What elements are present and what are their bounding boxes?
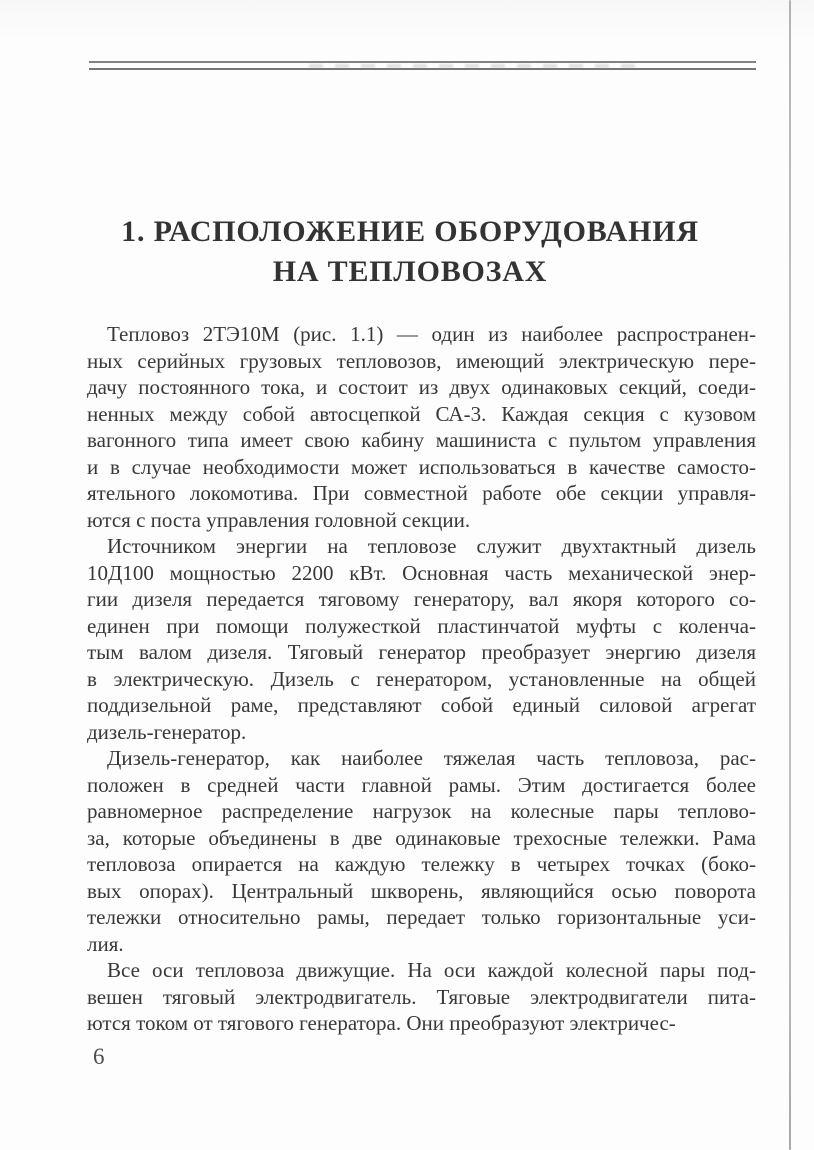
text-line: лия. xyxy=(87,931,124,956)
text-line: тепловоза опирается на каждую тележку в четырех точках (боко- xyxy=(87,852,756,876)
text-line: Дизель-генератор, как наиболее тяжелая часть тепловоза, рас- xyxy=(107,746,756,770)
header-double-rule xyxy=(89,61,756,70)
text-line: ются с поста управления головной секции. xyxy=(87,507,471,532)
text-line: Источником энергии на тепловозе служит двухтактный дизель xyxy=(107,534,756,558)
chapter-title-line1: 1. РАСПОЛОЖЕНИЕ ОБОРУДОВАНИЯ xyxy=(121,215,699,248)
text-line: положен в средней части главной рамы. Этим достигается более xyxy=(87,772,756,797)
text-line: за, которые объединены в две одинаковые трехосные тележки. Рама xyxy=(87,825,756,850)
chapter-title xyxy=(60,212,760,292)
text-line: равномерное распределение нагрузок на колесные пары теплово- xyxy=(87,799,756,823)
text-line: ных серийных грузовых тепловозов, имеющий электрическую пере- xyxy=(87,348,756,373)
text-line: ятельного локомотива. При совместной работе обе секции управля- xyxy=(87,481,756,505)
text-line: Все оси тепловоза движущие. На оси каждой колесной пары под- xyxy=(107,958,756,982)
paragraph xyxy=(87,533,756,745)
text-line: ненных между собой автосцепкой СА-3. Каждая секция с кузовом xyxy=(87,401,756,426)
text-line: Тепловоз 2ТЭ10М (рис. 1.1) — один из наиболее распространен- xyxy=(107,322,756,346)
text-line: единен при помощи полужесткой пластинчатой муфты с коленча- xyxy=(87,613,756,638)
text-line: дачу постоянного тока, и состоит из двух одинаковых секций, соеди- xyxy=(87,375,756,399)
text-line: 10Д100 мощностью 2200 кВт. Основная часть механической энер- xyxy=(87,560,756,585)
text-line: ются током от тягового генератора. Они преобразуют электричес- xyxy=(87,1011,676,1035)
body-text xyxy=(87,321,756,1037)
scan-edge-line xyxy=(789,0,791,1150)
text-line: в электрическую. Дизель с генератором, установленные на общей xyxy=(87,666,756,691)
text-line: дизель-генератор. xyxy=(87,719,247,744)
text-line: тым валом дизеля. Тяговый генератор преобразует энергию дизеля xyxy=(87,640,756,664)
paragraph xyxy=(87,745,756,957)
text-line: гии дизеля передается тяговому генератору, вал якоря которого со- xyxy=(87,587,756,611)
paragraph xyxy=(87,957,756,1037)
text-line: поддизельной раме, представляют собой единый силовой агрегат xyxy=(87,693,756,717)
text-line: вых опорах). Центральный шкворень, являющийся осью поворота xyxy=(87,878,756,903)
paragraph xyxy=(87,321,756,533)
text-line: вагонного типа имеет свою кабину машиниста с пультом управления xyxy=(87,428,756,452)
text-line: вешен тяговый электродвигатель. Тяговые электродвигатели пита- xyxy=(87,984,756,1009)
chapter-title-line2: НА ТЕПЛОВОЗАХ xyxy=(272,255,548,288)
page-number: 6 xyxy=(93,1044,105,1069)
text-line: тележки относительно рамы, передает только горизонтальные уси- xyxy=(87,905,756,929)
text-line: и в случае необходимости может использоваться в качестве самосто- xyxy=(87,454,756,479)
